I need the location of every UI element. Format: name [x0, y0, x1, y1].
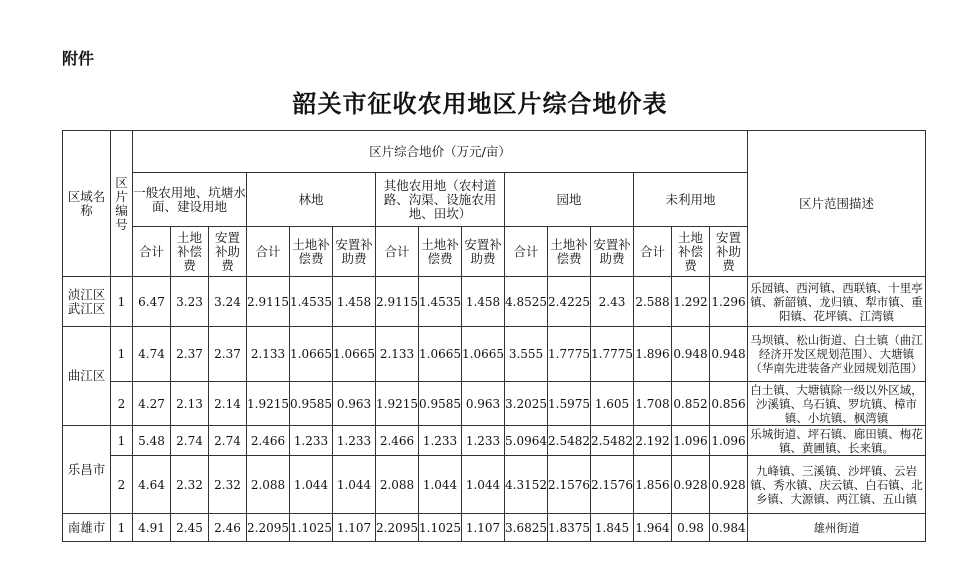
price-cell: 1.458 — [462, 277, 505, 327]
table-row — [63, 426, 926, 456]
subheader-resettlement: 安置补助费 — [710, 227, 748, 277]
zone-number: 1 — [111, 277, 133, 327]
table-row — [63, 277, 926, 327]
price-cell: 4.3152 — [505, 456, 548, 514]
price-cell: 2.4225 — [548, 277, 591, 327]
price-cell: 0.9585 — [419, 382, 462, 426]
zone-description: 白土镇、大塘镇除一级以外区域，沙溪镇、乌石镇、罗坑镇、樟市镇、小坑镇、枫湾镇 — [748, 382, 926, 426]
subheader-total: 合计 — [634, 227, 672, 277]
subheader-resettlement: 安置补助费 — [462, 227, 505, 277]
header-description: 区片范围描述 — [748, 131, 926, 277]
price-cell: 1.845 — [591, 514, 634, 542]
zone-number: 1 — [111, 514, 133, 542]
price-cell: 2.9115 — [247, 277, 290, 327]
price-cell: 0.928 — [672, 456, 710, 514]
subheader-resettlement: 安置补助费 — [333, 227, 376, 277]
price-cell: 2.192 — [634, 426, 672, 456]
price-cell: 2.088 — [376, 456, 419, 514]
price-cell: 4.64 — [133, 456, 171, 514]
price-cell: 6.47 — [133, 277, 171, 327]
price-cell: 2.32 — [171, 456, 209, 514]
zone-number: 1 — [111, 327, 133, 382]
price-cell: 1.044 — [419, 456, 462, 514]
region-name: 曲江区 — [63, 327, 111, 426]
price-cell: 2.45 — [171, 514, 209, 542]
price-cell: 2.466 — [247, 426, 290, 456]
price-cell: 1.044 — [290, 456, 333, 514]
price-cell: 5.48 — [133, 426, 171, 456]
price-cell: 1.896 — [634, 327, 672, 382]
price-cell: 1.107 — [333, 514, 376, 542]
price-cell: 0.98 — [672, 514, 710, 542]
zone-number: 1 — [111, 426, 133, 456]
subheader-resettlement: 安置补助费 — [591, 227, 634, 277]
price-cell: 3.6825 — [505, 514, 548, 542]
price-cell: 3.23 — [171, 277, 209, 327]
price-cell: 2.14 — [209, 382, 247, 426]
price-cell: 1.9215 — [376, 382, 419, 426]
region-name: 浈江区武江区 — [63, 277, 111, 327]
header-category-other: 其他农用地（农村道路、沟渠、设施农用地、田坎） — [376, 173, 505, 227]
price-cell: 1.4535 — [419, 277, 462, 327]
price-cell: 3.2025 — [505, 382, 548, 426]
subheader-total: 合计 — [376, 227, 419, 277]
price-cell: 3.24 — [209, 277, 247, 327]
table-row — [63, 514, 926, 542]
subheader-total: 合计 — [505, 227, 548, 277]
price-cell: 2.133 — [376, 327, 419, 382]
price-cell: 1.8375 — [548, 514, 591, 542]
header-category-forest: 林地 — [247, 173, 376, 227]
price-cell: 2.5482 — [548, 426, 591, 456]
header-region-name: 区域名称 — [63, 131, 111, 277]
price-cell: 0.963 — [462, 382, 505, 426]
price-cell: 2.37 — [209, 327, 247, 382]
price-cell: 2.74 — [209, 426, 247, 456]
price-cell: 2.5482 — [591, 426, 634, 456]
page-title: 韶关市征收农用地区片综合地价表 — [292, 89, 668, 118]
subheader-resettlement: 安置补助费 — [209, 227, 247, 277]
price-cell: 1.0665 — [333, 327, 376, 382]
price-cell: 5.0964 — [505, 426, 548, 456]
price-cell: 1.233 — [462, 426, 505, 456]
subheader-compensation: 土地补偿费 — [290, 227, 333, 277]
price-cell: 1.1025 — [419, 514, 462, 542]
table-row — [63, 382, 926, 426]
subheader-total: 合计 — [247, 227, 290, 277]
price-cell: 2.46 — [209, 514, 247, 542]
price-cell: 0.948 — [710, 327, 748, 382]
region-name: 乐昌市 — [63, 426, 111, 514]
price-cell: 0.984 — [710, 514, 748, 542]
price-cell: 1.233 — [290, 426, 333, 456]
price-cell: 1.1025 — [290, 514, 333, 542]
price-cell: 1.4535 — [290, 277, 333, 327]
price-cell: 2.1576 — [591, 456, 634, 514]
price-cell: 1.5975 — [548, 382, 591, 426]
price-cell: 1.107 — [462, 514, 505, 542]
zone-description: 乐城街道、坪石镇、廊田镇、梅花镇、黄圃镇、长来镇。 — [748, 426, 926, 456]
price-cell: 1.044 — [333, 456, 376, 514]
price-cell: 2.13 — [171, 382, 209, 426]
zone-number: 2 — [111, 382, 133, 426]
zone-description: 马坝镇、松山街道、白土镇（曲江经济开发区规划范围）、大塘镇（华南先进装备产业园规划范围） — [748, 327, 926, 382]
header-zone-number: 区片编号 — [111, 131, 133, 277]
price-cell: 0.948 — [672, 327, 710, 382]
price-cell: 1.856 — [634, 456, 672, 514]
header-price-group: 区片综合地价（万元/亩） — [133, 131, 748, 173]
header-category-unused: 未利用地 — [634, 173, 748, 227]
price-cell: 0.856 — [710, 382, 748, 426]
price-cell: 1.233 — [419, 426, 462, 456]
price-cell: 2.32 — [209, 456, 247, 514]
subheader-compensation: 土地补偿费 — [419, 227, 462, 277]
price-cell: 3.555 — [505, 327, 548, 382]
price-cell: 2.588 — [634, 277, 672, 327]
price-cell: 1.458 — [333, 277, 376, 327]
price-cell: 2.2095 — [376, 514, 419, 542]
price-cell: 1.964 — [634, 514, 672, 542]
price-cell: 1.0665 — [290, 327, 333, 382]
region-name: 南雄市 — [63, 514, 111, 542]
zone-number: 2 — [111, 456, 133, 514]
price-cell: 0.9585 — [290, 382, 333, 426]
attachment-label: 附件 — [62, 49, 95, 68]
zone-description: 乐园镇、西河镇、西联镇、十里亭镇、新韶镇、龙归镇、犁市镇、重阳镇、花坪镇、江湾镇 — [748, 277, 926, 327]
price-cell: 4.74 — [133, 327, 171, 382]
table-row — [63, 327, 926, 382]
price-cell: 1.096 — [710, 426, 748, 456]
price-cell: 0.928 — [710, 456, 748, 514]
price-cell: 0.852 — [672, 382, 710, 426]
zone-description: 九峰镇、三溪镇、沙坪镇、云岩镇、秀水镇、庆云镇、白石镇、北乡镇、大源镇、两江镇、五山镇 — [748, 456, 926, 514]
price-cell: 2.9115 — [376, 277, 419, 327]
price-cell: 0.963 — [333, 382, 376, 426]
header-category-general: 一般农用地、坑塘水面、建设用地 — [133, 173, 247, 227]
subheader-total: 合计 — [133, 227, 171, 277]
price-cell: 1.292 — [672, 277, 710, 327]
subheader-compensation: 土地补偿费 — [548, 227, 591, 277]
zone-description: 雄州街道 — [748, 514, 926, 542]
price-cell: 1.7775 — [548, 327, 591, 382]
table-row — [63, 456, 926, 514]
price-cell: 4.27 — [133, 382, 171, 426]
price-cell: 1.096 — [672, 426, 710, 456]
land-price-table — [62, 130, 926, 542]
subheader-compensation: 土地补偿费 — [672, 227, 710, 277]
price-cell: 1.233 — [333, 426, 376, 456]
price-cell: 2.133 — [247, 327, 290, 382]
price-cell: 1.708 — [634, 382, 672, 426]
price-cell: 2.466 — [376, 426, 419, 456]
price-cell: 2.43 — [591, 277, 634, 327]
price-cell: 1.7775 — [591, 327, 634, 382]
price-cell: 1.044 — [462, 456, 505, 514]
price-cell: 1.0665 — [462, 327, 505, 382]
price-cell: 4.91 — [133, 514, 171, 542]
price-cell: 1.0665 — [419, 327, 462, 382]
price-cell: 1.296 — [710, 277, 748, 327]
price-cell: 2.088 — [247, 456, 290, 514]
header-category-garden: 园地 — [505, 173, 634, 227]
price-cell: 1.605 — [591, 382, 634, 426]
price-cell: 4.8525 — [505, 277, 548, 327]
price-cell: 2.74 — [171, 426, 209, 456]
price-cell: 2.37 — [171, 327, 209, 382]
subheader-compensation: 土地补偿费 — [171, 227, 209, 277]
price-cell: 2.1576 — [548, 456, 591, 514]
price-cell: 2.2095 — [247, 514, 290, 542]
price-cell: 1.9215 — [247, 382, 290, 426]
